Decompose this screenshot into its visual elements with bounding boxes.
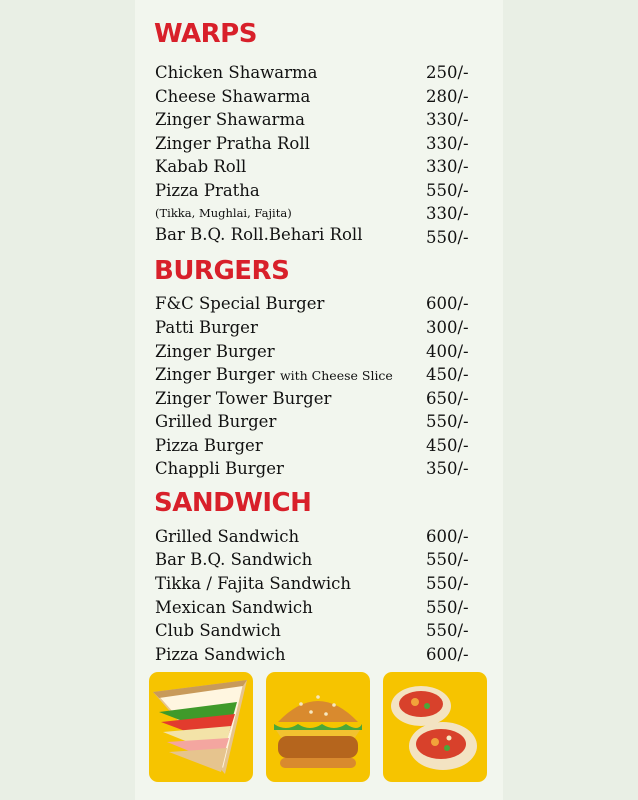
item-price: 550/- (426, 598, 469, 617)
item-name: Tikka / Fajita Sandwich (155, 574, 352, 593)
menu-item (155, 108, 471, 131)
item-price: 330/- (426, 204, 469, 223)
item-price: 600/- (426, 527, 469, 546)
menu-item (155, 572, 471, 595)
menu-item (155, 434, 471, 457)
menu-item (155, 457, 471, 480)
item-name: Grilled Burger (155, 412, 277, 431)
item-name: Cheese Shawarma (155, 87, 311, 106)
burger-icon (266, 672, 370, 782)
item-name: Patti Burger (155, 318, 258, 337)
menu-item (155, 619, 471, 642)
item-price: 350/- (426, 459, 469, 478)
menu-item (155, 316, 471, 339)
burger-image (266, 672, 370, 782)
menu-item (155, 363, 471, 386)
item-note: with Cheese Slice (279, 368, 393, 383)
item-price: 600/- (426, 294, 469, 313)
section-title-warps: WARPS (154, 19, 257, 49)
menu-item (155, 525, 471, 548)
menu-item (155, 596, 471, 619)
item-price: 550/- (426, 181, 469, 200)
item-name: Mexican Sandwich (155, 598, 313, 617)
item-price: 330/- (426, 134, 469, 153)
item-name: Grilled Sandwich (155, 527, 300, 546)
menu-item (155, 643, 471, 666)
item-name: Pizza Sandwich (155, 645, 286, 664)
item-price: 400/- (426, 342, 469, 361)
menu-item (155, 85, 471, 108)
menu-item (155, 155, 471, 178)
menu-item (155, 223, 471, 246)
menu-item (155, 292, 471, 315)
menu-item (155, 548, 471, 571)
item-price: 550/- (426, 574, 469, 593)
item-price: 300/- (426, 318, 469, 337)
menu-item (155, 179, 471, 202)
menu-item (155, 387, 471, 410)
item-name: Zinger Tower Burger (155, 389, 332, 408)
item-name: F&C Special Burger (155, 294, 325, 313)
item-price: 330/- (426, 157, 469, 176)
item-price: 550/- (426, 228, 469, 247)
sandwich-icon (149, 672, 253, 782)
item-price: 330/- (426, 110, 469, 129)
item-name: Pizza Burger (155, 436, 263, 455)
menu-item (155, 410, 471, 433)
item-name: Club Sandwich (155, 621, 281, 640)
item-name (155, 363, 393, 387)
menu-item (155, 202, 471, 225)
wrap-image (383, 672, 487, 782)
wrap-icon (383, 672, 487, 782)
item-name: Chicken Shawarma (155, 63, 318, 82)
item-name: (Tikka, Mughlai, Fajita) (155, 206, 292, 220)
item-name: Chappli Burger (155, 459, 284, 478)
item-price: 450/- (426, 436, 469, 455)
item-name: Pizza Pratha (155, 181, 260, 200)
menu-item (155, 132, 471, 155)
item-price: 550/- (426, 550, 469, 569)
menu-item (155, 61, 471, 84)
section-title-sandwich: SANDWICH (154, 488, 312, 518)
item-price: 280/- (426, 87, 469, 106)
item-price: 650/- (426, 389, 469, 408)
item-name: Zinger Shawarma (155, 110, 305, 129)
sandwich-image (149, 672, 253, 782)
item-name: Zinger Pratha Roll (155, 134, 310, 153)
item-price: 550/- (426, 412, 469, 431)
menu-item (155, 340, 471, 363)
item-price: 550/- (426, 621, 469, 640)
item-price: 600/- (426, 645, 469, 664)
item-name-text: Zinger Burger (155, 365, 275, 384)
item-name: Kabab Roll (155, 157, 247, 176)
item-name: Bar B.Q. Roll.Behari Roll (155, 225, 363, 244)
section-title-burgers: BURGERS (154, 256, 290, 286)
item-price: 250/- (426, 63, 469, 82)
item-name: Zinger Burger (155, 342, 275, 361)
item-price: 450/- (426, 365, 469, 384)
item-name: Bar B.Q. Sandwich (155, 550, 313, 569)
